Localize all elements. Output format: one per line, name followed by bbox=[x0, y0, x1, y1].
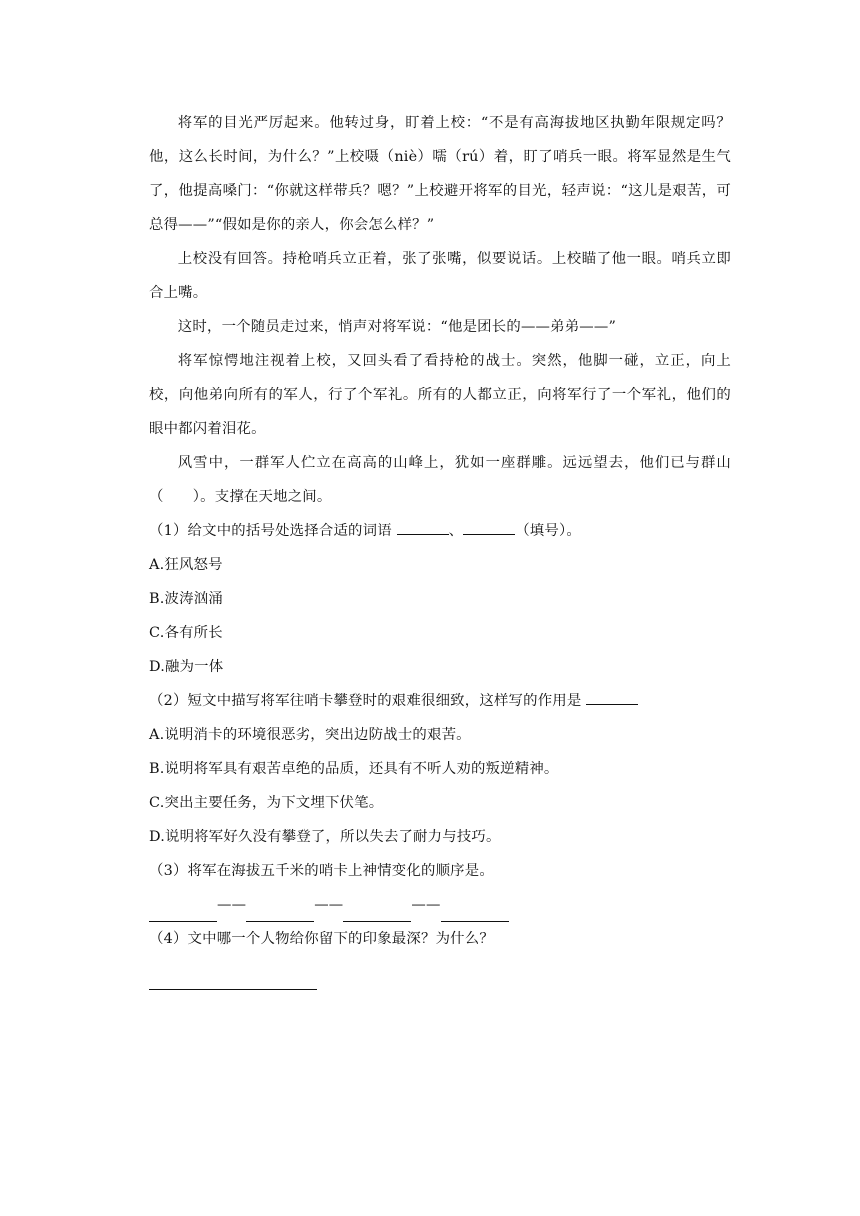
answer-blank-1b[interactable] bbox=[463, 516, 515, 535]
answer-blank-3d[interactable] bbox=[441, 895, 509, 922]
question-4-answer-row bbox=[149, 956, 731, 990]
option-1c: C.各有所长 bbox=[149, 625, 223, 641]
answer-blank-2[interactable] bbox=[586, 686, 638, 705]
answer-blank-4[interactable] bbox=[149, 963, 317, 990]
option-1d: D.融为一体 bbox=[149, 659, 224, 675]
question-4: （4）文中哪一个人物给你留下的印象最深？为什么？ bbox=[149, 931, 494, 947]
question-2-stem: （2）短文中描写将军往哨卡攀登时的艰难很细致，这样写的作用是 bbox=[149, 693, 582, 709]
answer-blank-3a[interactable] bbox=[149, 895, 217, 922]
question-2 bbox=[149, 684, 731, 718]
answer-blank-3b[interactable] bbox=[246, 895, 314, 922]
question-1 bbox=[149, 514, 731, 548]
option-1b: B.波涛汹涌 bbox=[149, 591, 223, 607]
question-1-stem: （1）给文中的括号处选择合适的词语 bbox=[149, 523, 392, 539]
passage-paragraph-5: 风雪中，一群军人伫立在高高的山峰上，犹如一座群雕。远远望去，他们已与群山（ ）。支撑在天地之间。 bbox=[149, 455, 731, 505]
question-3-answer-row bbox=[149, 888, 731, 922]
option-2a: A.说明消卡的环境很恶劣，突出边防战士的艰苦。 bbox=[149, 727, 471, 743]
dash-3: —— bbox=[411, 897, 441, 913]
passage-paragraph-4: 将军惊愕地注视着上校，又回头看了看持枪的战士。突然，他脚一碰，立正，向上校，向他弟向所有的军人，行了个军礼。所有的人都立正，向将军行了一个军礼，他们的眼中都闪着泪花。 bbox=[149, 353, 731, 437]
question-1-tail: （填号）。 bbox=[515, 523, 581, 539]
passage-paragraph-2: 上校没有回答。持枪哨兵立正着，张了张嘴，似要说话。上校瞄了他一眼。哨兵立即合上嘴。 bbox=[149, 251, 731, 301]
passage-paragraph-1: 将军的目光严厉起来。他转过身，盯着上校：“不是有高海拔地区执勤年限规定吗？他，这么长时间，为什么？”上校嗫（niè）嚅（rú）着，盯了哨兵一眼。将军显然是生气了，他提高嗓门：“你就这样带兵？嗯？”上校避开将军的目光，轻声说：“这儿是艰苦，可总得——”“假如是你的亲人，你会怎么样？” bbox=[149, 115, 731, 233]
option-1a: A.狂风怒号 bbox=[149, 557, 223, 573]
answer-blank-3c[interactable] bbox=[343, 895, 411, 922]
option-2d: D.说明将军好久没有攀登了，所以失去了耐力与技巧。 bbox=[149, 829, 501, 845]
dash-1: —— bbox=[217, 897, 247, 913]
option-2c: C.突出主要任务，为下文埋下伏笔。 bbox=[149, 795, 384, 811]
blank-separator: 、 bbox=[448, 523, 464, 539]
question-3: （3）将军在海拔五千米的哨卡上神情变化的顺序是。 bbox=[149, 863, 494, 879]
reading-passage bbox=[149, 106, 731, 990]
passage-paragraph-3: 这时，一个随员走过来，悄声对将军说：“他是团长的——弟弟——” bbox=[177, 319, 617, 335]
answer-blank-1a[interactable] bbox=[397, 516, 449, 535]
option-2b: B.说明将军具有艰苦卓绝的品质，还具有不听人劝的叛逆精神。 bbox=[149, 761, 559, 777]
dash-2: —— bbox=[314, 897, 344, 913]
